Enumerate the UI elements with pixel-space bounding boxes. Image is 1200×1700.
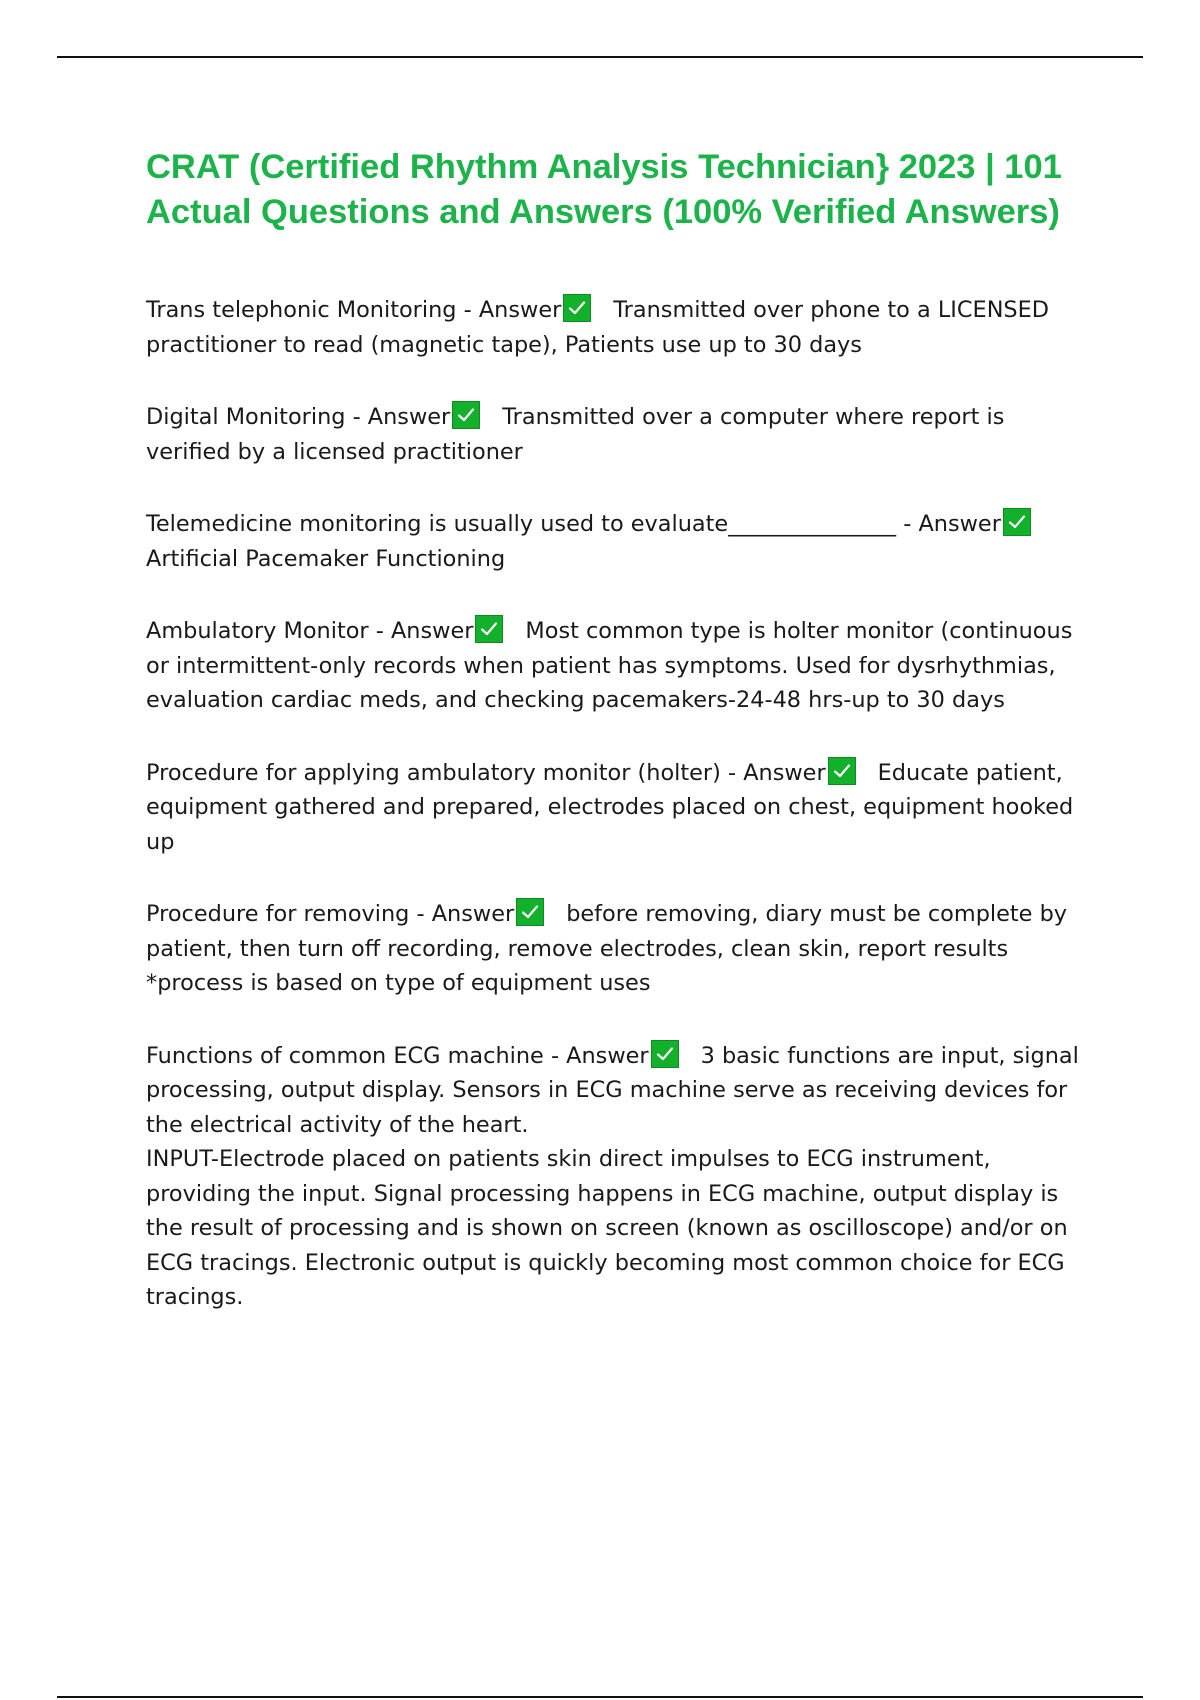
qa-answer: 3 basic functions are input, signal processing, output display. Sensors in ECG machine serve as receiving devices for the electrical activity of the heart. INPUT-Electrode placed on patients skin direct impulses to ECG instrument, providing the input. Signal processing happens in ECG machine, output display is the result of processing and is shown on screen (known as oscilloscope) and/or on ECG tracings. Electronic output is quickly becoming most common choice for ECG tracings.	[146, 1042, 1079, 1310]
check-mark-icon	[516, 898, 544, 926]
qa-question: Procedure for applying ambulatory monitor (holter) - Answer	[146, 759, 826, 786]
check-mark-icon	[452, 401, 480, 429]
qa-question: Procedure for removing - Answer	[146, 901, 515, 927]
qa-item	[146, 1039, 1096, 1315]
check-mark-icon	[475, 615, 503, 643]
qa-answer: Transmitted over a computer where report is verified by a licensed practitioner	[146, 404, 1012, 465]
qa-question: Telemedicine monitoring is usually used to evaluate_______________ - Answer	[146, 511, 1001, 537]
check-mark-icon	[828, 757, 856, 785]
bottom-rule	[57, 1696, 1143, 1698]
qa-answer: Educate patient, equipment gathered and prepared, electrodes placed on chest, equipment hooked up	[146, 759, 1081, 855]
check-mark-icon	[1003, 508, 1031, 536]
qa-answer: Most common type is holter monitor (continuous or intermittent-only records when patient has symptoms. Used for dysrhythmias, evaluation cardiac meds, and checking pacemakers-24-48 hrs-up to 30 days	[146, 618, 1080, 713]
document-body	[146, 145, 1096, 1353]
qa-question: Trans telephonic Monitoring - Answer	[146, 297, 562, 323]
qa-answer: before removing, diary must be complete by patient, then turn off recording, remove electrodes, clean skin, report results *process is based on type of equipment uses	[146, 901, 1075, 996]
qa-item	[146, 507, 1096, 576]
qa-answer: Artificial Pacemaker Functioning	[146, 545, 506, 572]
qa-question: Ambulatory Monitor - Answer	[146, 618, 474, 644]
top-rule	[57, 56, 1143, 58]
check-mark-icon	[651, 1040, 679, 1068]
check-mark-icon	[563, 294, 591, 322]
qa-item	[146, 756, 1096, 860]
qa-question: Functions of common ECG machine - Answer	[146, 1042, 649, 1069]
qa-item	[146, 293, 1096, 362]
qa-question: Digital Monitoring - Answer	[146, 404, 451, 430]
qa-item	[146, 400, 1096, 469]
qa-answer: Transmitted over phone to a LICENSED practitioner to read (magnetic tape), Patients use up to 30 days	[146, 297, 1057, 358]
document-title: CRAT (Certified Rhythm Analysis Technician} 2023 | 101 Actual Questions and Answers (100% Verified Answers)	[146, 148, 1062, 231]
qa-item	[146, 614, 1096, 718]
qa-item	[146, 897, 1096, 1001]
